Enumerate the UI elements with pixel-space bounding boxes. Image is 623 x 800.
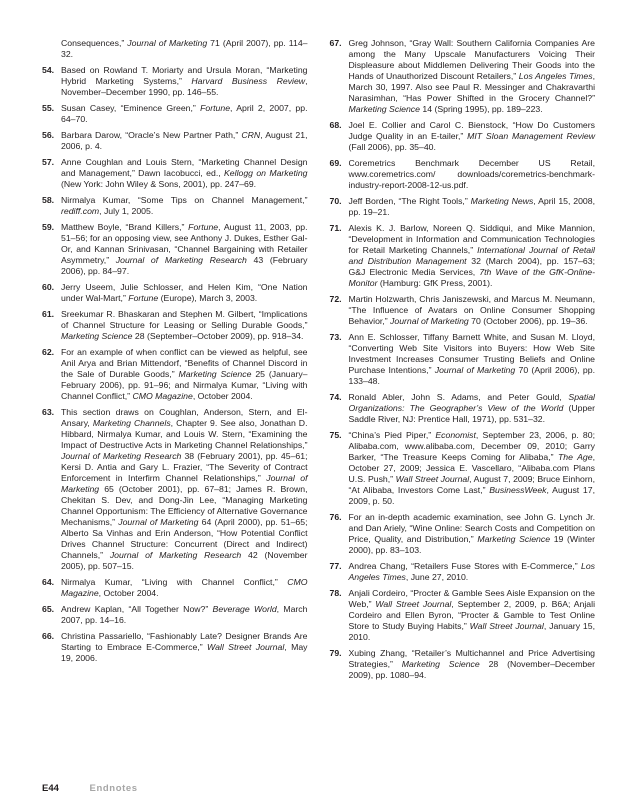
endnote-number: 75. bbox=[329, 430, 342, 440]
endnote-number: 73. bbox=[329, 332, 342, 342]
endnote-text: For an example of when conflict can be viewed as helpful, see Anil Arya and Brian Mittendorf, “Benefits of Channel Discord in the Sale of Durable Goods,” Marketing Science 25 (January–February 2006), pp. 91–96; and Nirmalya Kumar, “Living with Channel Conflict,” CMO Magazine, October 2004. bbox=[61, 347, 308, 401]
endnote-number bbox=[42, 38, 61, 60]
endnote-number: 56. bbox=[42, 130, 55, 140]
endnote-text: Anjali Cordeiro, “Procter & Gamble Sees Aisle Expansion on the Web,” Wall Street Journal, September 2, 2009, p. B6A; Anjali Cordeiro and Ellen Byron, “Procter & Gamble to Test Online Store to Study Buying Habits,” Wall Street Journal, January 15, 2010. bbox=[348, 588, 595, 642]
endnote-text: Andrew Kaplan, “All Together Now?” Beverage World, March 2007, pp. 14–16. bbox=[61, 604, 308, 625]
endnote-number: 69. bbox=[329, 158, 342, 168]
endnote bbox=[330, 38, 596, 115]
endnote-text: Ann E. Schlosser, Tiffany Barnett White, and Susan M. Lloyd, “Converting Web Site Visitors into Buyers: How Web Site Investment Increases Consumer Trusting Beliefs and Online Purchase Intentions,” Journal of Marketing 70 (April 2006), pp. 133–48. bbox=[348, 332, 595, 386]
endnote-text: This section draws on Coughlan, Anderson, Stern, and El-Ansary, Marketing Channels, Chapter 9. See also, Jonathan D. Hibbard, Nirmalya Kumar, and Louis W. Stern, “Examining the Impact of Destructive Acts in Marketing Channel Relationships,” Journal of Marketing Research 38 (February 2001), pp. 45–61; Kersi D. Antia and Gary L. Frazier, “The Severity of Contract Enforcement in Interfirm Channel Relationships,” Journal of Marketing 65 (October 2001), pp. 67–81; James R. Brown, Chekitan S. Dev, and Dong-Jin Lee, “Managing Marketing Channel Opportunism: The Efficiency of Alternative Governance Mechanisms,” Journal of Marketing 64 (April 2000), pp. 51–65; Alberto Sa Vinhas and Erin Anderson, “How Potential Conflict Drives Channel Structure: Concurrent (Direct and Indirect) Channels,” Journal of Marketing Research 42 (November 2005), pp. 507–15. bbox=[61, 407, 308, 571]
endnote-number: 70. bbox=[329, 196, 342, 206]
endnote-text: Based on Rowland T. Moriarty and Ursula Moran, “Marketing Hybrid Marketing Systems,” Harvard Business Review, November–December 1990, pp. 146–55. bbox=[61, 65, 308, 97]
endnote-text: Ronald Abler, John S. Adams, and Peter Gould, Spatial Organizations: The Geographer’s View of the World (Upper Saddle River, NJ: Prentice Hall, 1971), pp. 531–32. bbox=[348, 392, 596, 424]
endnote-number: 72. bbox=[329, 294, 342, 304]
endnote bbox=[42, 631, 308, 664]
endnote bbox=[330, 223, 596, 289]
endnote bbox=[42, 157, 308, 190]
endnotes-column-left bbox=[42, 38, 308, 686]
endnote bbox=[42, 222, 308, 277]
endnote-number: 65. bbox=[42, 604, 55, 614]
endnote-text: For an in-depth academic examination, see John G. Lynch Jr. and Dan Ariely, “Wine Online: Search Costs and Competition on Price, Quality, and Distribution,” Marketing Science 19 (Winter 2000), pp. 83–103. bbox=[348, 512, 595, 555]
endnote-number: 79. bbox=[329, 648, 342, 658]
endnote-number: 76. bbox=[329, 512, 342, 522]
endnote bbox=[330, 430, 596, 507]
endnote-text: Matthew Boyle, “Brand Killers,” Fortune, August 11, 2003, pp. 51–56; for an opposing view, see Anthony J. Dukes, Esther Gal-Or, and Kannan Srinivasan, “Channel Bargaining with Retailer Asymmetry,” Journal of Marketing Research 43 (February 2006), pp. 84–97. bbox=[61, 222, 308, 276]
endnote-text: Joel E. Collier and Carol C. Bienstock, “How Do Customers Judge Quality in an E-tailer,” MIT Sloan Management Review (Fall 2006), pp. 35–40. bbox=[348, 120, 595, 152]
endnote-text: “China’s Pied Piper,” Economist, September 23, 2006, p. 80; Alibaba.com, www.alibaba.com, December 09, 2010; Garry Barker, “The Treasure Keeps Coming for Alibaba,” The Age, October 27, 2009; Jessica E. Vascellaro, “Alibaba.com Plans U.S. Push,” Wall Street Journal, August 7, 2009; Bruce Einhorn, “At Alibaba, Investors Come Last,” BusinessWeek, August 17, 2009, p. 50. bbox=[348, 430, 596, 506]
endnote-text: Martin Holzwarth, Chris Janiszewski, and Marcus M. Neumann, “The Influence of Avatars on Online Consumer Shopping Behavior,” Journal of Marketing 70 (October 2006), pp. 19–36. bbox=[348, 294, 595, 326]
endnote bbox=[42, 407, 308, 572]
endnote-text: Greg Johnson, “Gray Wall: Southern California Companies Are among the Many Upscale Manufacturers Voicing Their Displeasure about Middlemen Delivering Their Goods into the Hands of Unauthorized Discount Retailers,” Los Angeles Times, March 30, 1997. Also see Paul R. Messinger and Chakravarthi Narasimhan, “Has Power Shifted in the Grocery Channel?” Marketing Science 14 (Spring 1995), pp. 189–223. bbox=[348, 38, 595, 114]
endnote bbox=[42, 309, 308, 342]
endnote bbox=[42, 195, 308, 217]
endnote-text: Alexis K. J. Barlow, Noreen Q. Siddiqui, and Mike Mannion, “Development in Information and Communication Technologies for Retail Marketing Channels,” International Journal of Retail and Distribution Management 32 (March 2004), pp. 157–63; G&J Electronic Media Services, 7th Wave of the GfK-Online-Monitor (Hamburg: GfK Press, 2001). bbox=[348, 223, 595, 288]
endnote-text: Anne Coughlan and Louis Stern, “Marketing Channel Design and Management,” Dawn Iacobucci, ed., Kellogg on Marketing (New York: John Wiley & Sons, 2001), pp. 247–69. bbox=[61, 157, 308, 189]
endnote-number: 78. bbox=[329, 588, 342, 598]
endnote-text: Jerry Useem, Julie Schlosser, and Helen Kim, “One Nation under Wal-Mart,” Fortune (Europe), March 3, 2003. bbox=[61, 282, 308, 303]
endnote-text: Susan Casey, “Eminence Green,” Fortune, April 2, 2007, pp. 64–70. bbox=[61, 103, 308, 124]
endnote bbox=[330, 294, 596, 327]
endnote-number: 58. bbox=[42, 195, 55, 205]
endnote-number: 59. bbox=[42, 222, 55, 232]
endnote bbox=[330, 196, 596, 218]
endnote-text: Nirmalya Kumar, “Some Tips on Channel Management,” rediff.com, July 1, 2005. bbox=[61, 195, 308, 216]
endnote bbox=[42, 38, 308, 60]
endnote-text: Christina Passariello, “Fashionably Late? Designer Brands Are Starting to Embrace E-Commerce,” Wall Street Journal, May 19, 2006. bbox=[61, 631, 308, 663]
endnote-number: 67. bbox=[329, 38, 342, 48]
footer-section-title: Endnotes bbox=[89, 783, 138, 794]
endnote-number: 66. bbox=[42, 631, 55, 641]
endnote bbox=[330, 158, 596, 191]
endnote bbox=[42, 347, 308, 402]
endnote bbox=[42, 577, 308, 599]
endnote-number: 77. bbox=[329, 561, 342, 571]
endnotes-columns bbox=[42, 38, 595, 686]
endnote-number: 62. bbox=[42, 347, 55, 357]
endnote-text: Andrea Chang, “Retailers Fuse Stores with E-Commerce,” Los Angeles Times, June 27, 2010. bbox=[348, 561, 595, 582]
endnote-number: 68. bbox=[329, 120, 342, 130]
page-footer bbox=[42, 783, 138, 794]
endnote bbox=[42, 130, 308, 152]
endnote-text: Consequences,” Journal of Marketing 71 (April 2007), pp. 114–32. bbox=[61, 38, 308, 59]
endnotes-column-right bbox=[330, 38, 596, 686]
endnote bbox=[330, 120, 596, 153]
endnote bbox=[42, 282, 308, 304]
endnote-text: Xubing Zhang, “Retailer’s Multichannel and Price Advertising Strategies,” Marketing Science 28 (November–December 2009), pp. 1080–94. bbox=[348, 648, 595, 680]
endnote-number: 55. bbox=[42, 103, 55, 113]
endnote-number: 54. bbox=[42, 65, 55, 75]
endnote-text: Coremetrics Benchmark December US Retail, www.coremetrics.com/ downloads/coremetrics-benchmark-industry-report-2008-12-us.pdf. bbox=[348, 158, 595, 190]
endnote-number: 71. bbox=[329, 223, 342, 233]
endnote-number: 61. bbox=[42, 309, 55, 319]
endnote-text: Nirmalya Kumar, “Living with Channel Conflict,” CMO Magazine, October 2004. bbox=[61, 577, 308, 598]
endnote bbox=[330, 561, 596, 583]
endnote bbox=[330, 588, 596, 643]
endnote-number: 57. bbox=[42, 157, 55, 167]
endnote-number: 74. bbox=[329, 392, 342, 402]
endnote bbox=[42, 65, 308, 98]
endnote-text: Barbara Darow, “Oracle’s New Partner Path,” CRN, August 21, 2006, p. 4. bbox=[61, 130, 308, 151]
endnote bbox=[330, 392, 596, 425]
endnote-number: 63. bbox=[42, 407, 55, 417]
endnote bbox=[42, 604, 308, 626]
endnote-text: Jeff Borden, “The Right Tools,” Marketing News, April 15, 2008, pp. 19–21. bbox=[348, 196, 595, 217]
footer-page-number: E44 bbox=[42, 783, 59, 794]
endnote-number: 64. bbox=[42, 577, 55, 587]
endnote-number: 60. bbox=[42, 282, 55, 292]
endnote bbox=[42, 103, 308, 125]
endnote bbox=[330, 512, 596, 556]
endnote bbox=[330, 332, 596, 387]
endnote bbox=[330, 648, 596, 681]
endnote-text: Sreekumar R. Bhaskaran and Stephen M. Gilbert, “Implications of Channel Structure for Leasing or Selling Durable Goods,” Marketing Science 28 (September–October 2009), pp. 918–34. bbox=[61, 309, 308, 341]
